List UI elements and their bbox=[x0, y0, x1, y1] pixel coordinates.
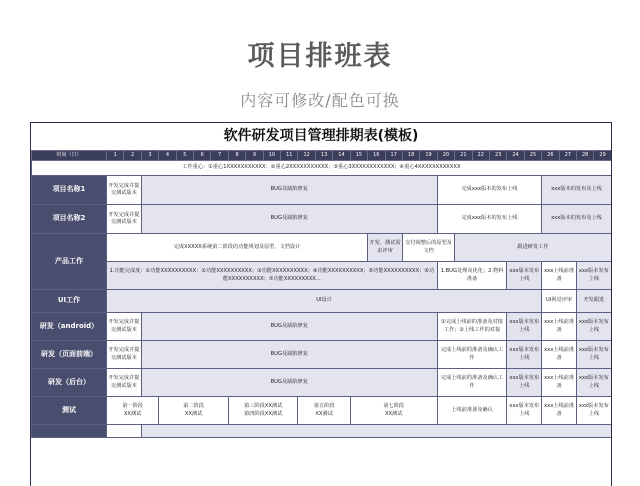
task-cell: xxx上线前准备 bbox=[542, 397, 577, 425]
task-cell: 完成上线前的准备及确认工作 bbox=[437, 369, 507, 397]
task-cell: xxx上线前准备 bbox=[542, 369, 577, 397]
task-cell: 交付调整后的原型及文档 bbox=[402, 234, 454, 262]
task-cell: 第三阶段XX测试 第四阶段XX测试 bbox=[228, 397, 298, 425]
row-label-frontend: 研发（页面前端） bbox=[32, 341, 107, 369]
day-header-cell: 7 bbox=[211, 151, 228, 161]
task-cell: xxx上线前准备 bbox=[542, 341, 577, 369]
task-cell: BUG及缺陷修复 bbox=[141, 369, 437, 397]
task-cell: xxx上线前准备 bbox=[542, 262, 577, 290]
table-row bbox=[32, 425, 612, 438]
row-label-project2: 项目名称2 bbox=[32, 205, 107, 234]
row-label-backend: 研发（后台） bbox=[32, 369, 107, 397]
table-row bbox=[32, 397, 612, 425]
table-row bbox=[32, 205, 612, 234]
task-cell: xxx版本发布上线 bbox=[576, 369, 611, 397]
task-cell: BUG及缺陷修复 bbox=[141, 176, 437, 205]
task-cell: xxx版本发布上线 bbox=[576, 313, 611, 341]
day-header-cell: 13 bbox=[315, 151, 332, 161]
task-cell: xxx版本发布上线 bbox=[507, 397, 542, 425]
time-label: 时间（日） bbox=[32, 151, 107, 161]
task-cell: 完成xxx版本的发布上线 bbox=[437, 176, 541, 205]
task-cell: 开发完成并提交测试版本 bbox=[107, 369, 142, 397]
task-cell: xxx版本发布上线 bbox=[576, 262, 611, 290]
task-cell: xxx版本发布上线 bbox=[576, 397, 611, 425]
sheet-title: 软件研发项目管理排期表(模板) bbox=[223, 128, 419, 144]
task-cell: 上线前准备及确认 bbox=[437, 397, 507, 425]
day-header-cell: 21 bbox=[455, 151, 472, 161]
day-header-cell: 11 bbox=[281, 151, 298, 161]
task-cell: 第一阶段 XX测试 bbox=[107, 397, 159, 425]
focus-row bbox=[32, 161, 612, 176]
day-header-cell: 12 bbox=[298, 151, 315, 161]
task-cell: 完成XXXXX系统第二阶段的功能规划及原型、文档设计 bbox=[107, 234, 368, 262]
days-row bbox=[32, 151, 612, 161]
day-header-cell: 18 bbox=[402, 151, 419, 161]
day-header-cell: 9 bbox=[246, 151, 263, 161]
day-header-cell: 6 bbox=[194, 151, 211, 161]
day-header-cell: 3 bbox=[141, 151, 158, 161]
task-cell: xxx版本发布上线 bbox=[507, 262, 542, 290]
row-label-test: 测试 bbox=[32, 397, 107, 425]
task-cell: 1.功能完成度：①功能XXXXXXXXXX；②功能XXXXXXXXXX；③功能XXXXXXXXXX；④功能XXXXXXXXXX；⑤功能XXXXXXXXXX；⑥功能XXXXXXXXXX；⑦功能XXXXXXXXX... bbox=[107, 262, 438, 290]
day-header-cell: 8 bbox=[228, 151, 245, 161]
table-row bbox=[32, 313, 612, 341]
day-header-cell: 25 bbox=[524, 151, 541, 161]
day-header-cell: 26 bbox=[542, 151, 559, 161]
task-cell: ①完成上线前的准备及对接工作；②上线工作的对接 bbox=[437, 313, 507, 341]
task-cell: UI视觉评审 bbox=[542, 290, 577, 313]
task-cell: BUG及缺陷修复 bbox=[141, 205, 437, 234]
task-cell: 开发跟进 bbox=[576, 290, 611, 313]
day-header-cell: 4 bbox=[159, 151, 176, 161]
task-cell: 完成xxx版本的发布上线 bbox=[437, 205, 541, 234]
task-cell: 跟进研发工作 bbox=[455, 234, 612, 262]
day-header-cell: 17 bbox=[385, 151, 402, 161]
task-cell: 完成上线前的准备及确认工作 bbox=[437, 341, 507, 369]
day-header-cell: 1 bbox=[107, 151, 124, 161]
task-cell: BUG及缺陷修复 bbox=[141, 341, 437, 369]
schedule-table bbox=[31, 150, 612, 438]
task-cell: 开发完成并提交测试版本 bbox=[107, 176, 142, 205]
task-cell bbox=[141, 425, 611, 438]
task-cell: xxx版本发布上线 bbox=[507, 369, 542, 397]
day-header-cell: 10 bbox=[263, 151, 280, 161]
task-cell: 开发完成并提交测试版本 bbox=[107, 341, 142, 369]
task-cell: xxx版本发布上线 bbox=[507, 341, 542, 369]
day-header-cell: 27 bbox=[559, 151, 576, 161]
task-cell: xxx版本发布上线 bbox=[576, 341, 611, 369]
task-cell: xxx上线前准备 bbox=[542, 313, 577, 341]
table-row bbox=[32, 290, 612, 313]
day-header-cell: 16 bbox=[368, 151, 385, 161]
task-cell: UI设计 bbox=[107, 290, 542, 313]
table-row bbox=[32, 369, 612, 397]
row-label-project1: 项目名称1 bbox=[32, 176, 107, 205]
task-cell: 第二阶段 XX测试 bbox=[159, 397, 229, 425]
schedule-sheet bbox=[30, 122, 612, 486]
day-header-cell: 14 bbox=[333, 151, 350, 161]
task-cell: 第五阶段 XX测试 bbox=[298, 397, 350, 425]
task-cell: xxx版本发布上线 bbox=[507, 313, 542, 341]
task-cell: 开发完成并提交测试版本 bbox=[107, 313, 142, 341]
day-header-cell: 23 bbox=[489, 151, 506, 161]
table-row bbox=[32, 262, 612, 290]
day-header-cell: 5 bbox=[176, 151, 193, 161]
task-cell: BUG及缺陷修复 bbox=[141, 313, 437, 341]
page-title: 项目排班表 bbox=[247, 41, 393, 72]
task-cell: xxx版本的发布及上线 bbox=[542, 205, 612, 234]
task-cell: 开发、测试需求评审 bbox=[368, 234, 403, 262]
day-header-cell: 28 bbox=[576, 151, 593, 161]
row-label-more bbox=[32, 425, 107, 438]
task-cell: xxx版本的发布及上线 bbox=[542, 176, 612, 205]
task-cell bbox=[107, 425, 142, 438]
table-row bbox=[32, 176, 612, 205]
work-focus: 工作重心：①重心1XXXXXXXXXXX；②重心2XXXXXXXXXXX；③重心3XXXXXXXXXXXX；④重心4XXXXXXXXXXXX bbox=[32, 161, 612, 176]
table-row bbox=[32, 341, 612, 369]
day-header-cell: 20 bbox=[437, 151, 454, 161]
row-label-product: 产品工作 bbox=[32, 234, 107, 290]
task-cell: 1.BUG处理及优化；2.物料准备 bbox=[437, 262, 507, 290]
day-header-cell: 24 bbox=[507, 151, 524, 161]
task-cell: 第七阶段 XX测试 bbox=[350, 397, 437, 425]
day-header-cell: 15 bbox=[350, 151, 367, 161]
day-header-cell: 2 bbox=[124, 151, 141, 161]
day-header-cell: 29 bbox=[594, 151, 611, 161]
row-label-ui: UI工作 bbox=[32, 290, 107, 313]
task-cell: 开发完成并提交测试版本 bbox=[107, 205, 142, 234]
row-label-android: 研发（android） bbox=[32, 313, 107, 341]
table-row bbox=[32, 234, 612, 262]
page-subtitle: 内容可修改/配色可换 bbox=[240, 91, 400, 110]
day-header-cell: 22 bbox=[472, 151, 489, 161]
day-header-cell: 19 bbox=[420, 151, 437, 161]
